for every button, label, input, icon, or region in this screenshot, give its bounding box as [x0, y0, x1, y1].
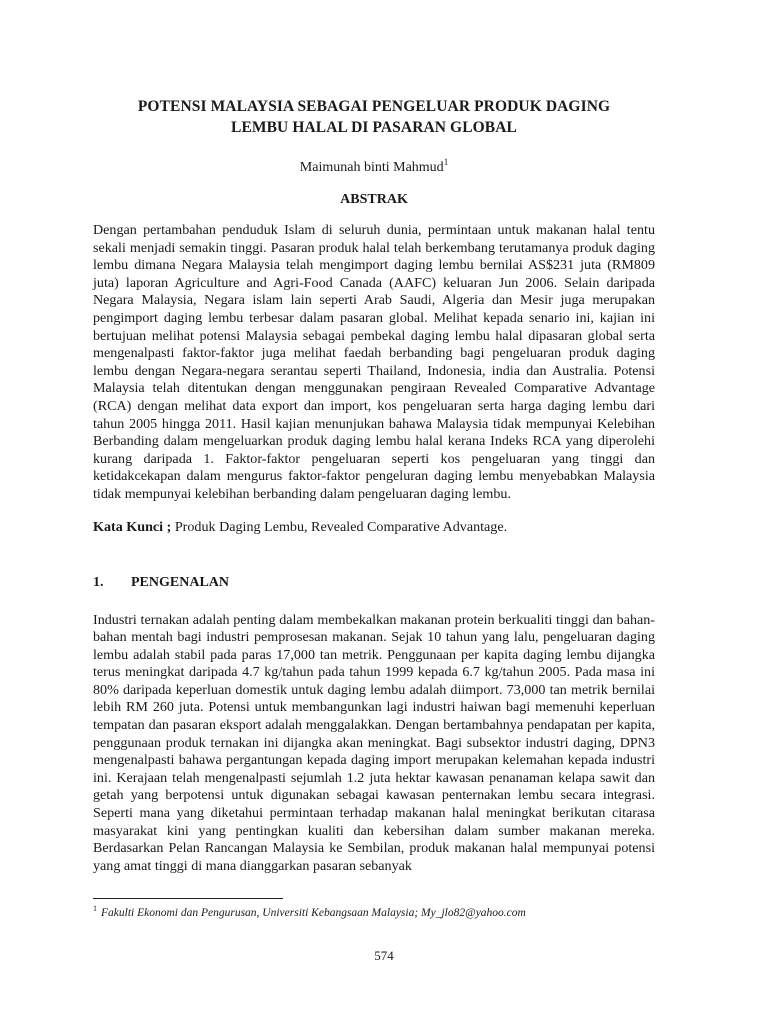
footnote-divider [93, 898, 283, 899]
page-number: 574 [374, 948, 394, 963]
abstract-heading: ABSTRAK [340, 192, 408, 207]
section-title: PENGENALAN [131, 574, 230, 590]
footnote-mark: 1 [93, 904, 97, 913]
author-footnote-mark: 1 [443, 157, 449, 167]
paper-title [93, 96, 655, 138]
author-line [93, 159, 655, 177]
footnote-text: Fakulti Ekonomi dan Pengurusan, Universiti Kebangsaan Malaysia; My_jlo82@yahoo.com [101, 907, 526, 919]
keywords-label: Kata Kunci ; [93, 518, 172, 535]
section-number: 1. [93, 574, 104, 590]
section-body-text: Industri ternakan adalah penting dalam membekalkan makanan protein berkualiti tinggi dan bahan-bahan mentah bagi industri pemprosesan makanan. Sejak 10 tahun yang lalu, pengeluaran daging lembu adalah stabil pada paras 17,000 tan metrik. Penggunaan per kapita daging lembu dijangka terus meningkat daripada 4.7 kg/tahun pada tahun 1999 kepada 6.7 kg/tahun 2005. Pada masa ini 80% daripada keperluan domestik untuk daging lembu adalah diimport. 73,000 tan metrik bernilai lebih RM 260 juta. Potensi untuk membangunkan lagi industri haiwan bagi memenuhi keperluan tempatan dan pasaran eksport adalah menggalakkan. Dengan bertambahnya pendapatan per kapita, penggunaan produk ternakan ini dijangka akan meningkat. Bagi subsektor industri daging, DPN3 mengenalpasti bahawa pergantungan kepada daging import merupakan kelemahan kepada industri ini. Kerajaan telah mengenalpasti sejumlah 1.2 juta hektar kawasan penanaman kelapa sawit dan getah yang berpotensi untuk digunakan sebagai kawasan penternakan lembu secara integrasi. Seperti mana yang diketahui permintaan terhadap makanan halal meningkat berikutan citarasa masyarakat kini yang pentingkan kualiti dan kebersihan dalam sumber makanan mereka. Berdasarkan Pelan Rancangan Malaysia ke Sembilan, produk makanan halal mempunyai potensi yang amat tinggi di mana dianggarkan pasaran sebanyak [93, 611, 655, 874]
abstract-text: Dengan pertambahan penduduk Islam di seluruh dunia, permintaan untuk makanan halal tentu sekali menjadi semakin tinggi. Pasaran produk halal telah berkembang terutamanya produk daging lembu dimana Negara Malaysia telah mengimport daging lembu bernilai AS$231 juta (RM809 juta) laporan Agriculture and Agri-Food Canada (AAFC) keluaran Jun 2006. Selain daripada Negara Malaysia, Negara islam lain seperti Arab Saudi, Algeria dan Mesir juga merupakan pengimport daging lembu terbesar dalam pasaran global. Melihat kepada senario ini, kajian ini bertujuan melihat potensi Malaysia sebagai pembekal daging lembu halal dipasaran global serta mengenalpasti faktor-faktor juga melihat faedah berbanding bagi pengeluaran produk daging lembu dengan Negara-negara serantau seperti Thailand, Indonesia, india dan Australia. Potensi Malaysia telah ditentukan dengan menggunakan pengiraan Revealed Comparative Advantage (RCA) dengan melihat data export dan import, kos pengeluaran serta harga daging lembu dari tahun 2005 hingga 2011. Hasil kajian menunjukan bahawa Malaysia tidak mempunyai Kelebihan Berbanding dalam mengeluarkan produk daging lembu halal kerana Indeks RCA yang diperolehi kurang daripada 1. Faktor-faktor pengeluaran seperti kos pengeluaran yang tinggi dan ketidakcekapan dalam mengurus faktor-faktor pengeluran daging lembu menyebabkan Malaysia tidak mempunyai kelebihan berbanding dalam pengeluaran daging lembu. [93, 222, 655, 502]
author-name: Maimunah binti Mahmud [299, 160, 444, 175]
footnote [93, 906, 526, 921]
section-heading [93, 574, 655, 592]
paper-title-line-2: LEMBU HALAL DI PASARAN GLOBAL [231, 119, 517, 136]
keywords-text: Produk Daging Lembu, Revealed Comparative Advantage. [171, 518, 508, 535]
paper-title-line-1: POTENSI MALAYSIA SEBAGAI PENGELUAR PRODUK DAGING [137, 98, 611, 115]
keywords-line [93, 518, 655, 536]
